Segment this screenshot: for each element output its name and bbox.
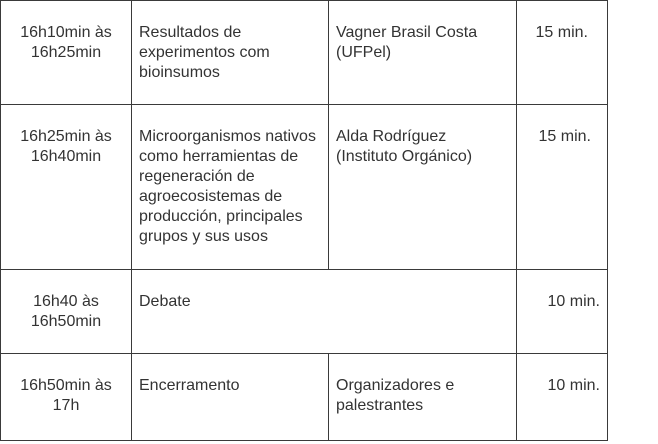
- time-cell: 16h25min às 16h40min: [1, 105, 132, 270]
- duration-cell: 15 min.: [517, 105, 608, 270]
- topic-cell: Resultados de experimentos com bioinsumos: [132, 1, 329, 105]
- duration-cell: 10 min.: [517, 354, 608, 441]
- table-row: [1, 1, 608, 105]
- topic-cell: Encerramento: [132, 354, 329, 441]
- topic-cell: Microorganismos nativos como herramientas de regeneración de agroecosistemas de producción, principales grupos y sus usos: [132, 105, 329, 270]
- table-row: [1, 270, 608, 354]
- time-cell: 16h10min às 16h25min: [1, 1, 132, 105]
- speaker-cell: Organizadores e palestrantes: [329, 354, 517, 441]
- speaker-cell: Alda Rodríguez (Instituto Orgánico): [329, 105, 517, 270]
- duration-cell: 10 min.: [517, 270, 608, 354]
- speaker-cell: Vagner Brasil Costa (UFPel): [329, 1, 517, 105]
- table-row: [1, 105, 608, 270]
- duration-cell: 15 min.: [517, 1, 608, 105]
- topic-cell: Debate: [132, 270, 517, 354]
- table-row: [1, 354, 608, 441]
- time-cell: 16h40 às 16h50min: [1, 270, 132, 354]
- time-cell: 16h50min às 17h: [1, 354, 132, 441]
